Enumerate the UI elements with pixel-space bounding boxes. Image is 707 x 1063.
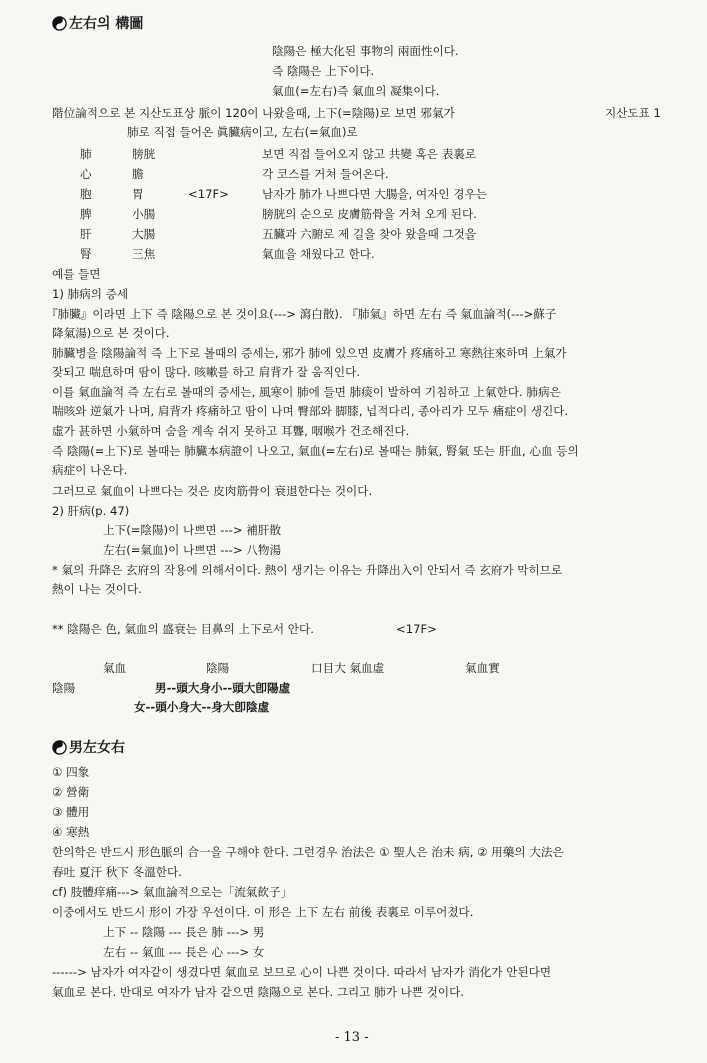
comparison-male: 男--頭大身小--頭大卽陽虛: [155, 681, 291, 695]
subheading-liver-disease: 2) 肝病(p. 47): [52, 504, 130, 518]
organ-cell: 大腸: [132, 227, 156, 241]
body-line: 이를 氣血論적 즉 左右로 볼때의 증세는, 風寒이 肺에 들면 肺痰이 발하여 기침하고 上氣한다. 肺病은: [52, 385, 561, 399]
numbered-item: ② 營衛: [52, 785, 90, 799]
body-line: 한의학은 반드시 形色脈의 合一을 구해야 한다. 그런경우 治法은 ① 聖人은 治未 病, ② 用藥의 大法은: [52, 845, 564, 859]
numbered-item: ① 四象: [52, 765, 90, 779]
note-line: 熱이 나는 것이다.: [52, 582, 142, 596]
organ-cell: 腎: [80, 247, 92, 261]
comparison-label: 氣血實: [465, 661, 500, 675]
organ-cell: 肺: [80, 147, 92, 161]
organ-cell: 脾: [80, 207, 92, 221]
comparison-label: 氣血: [103, 661, 127, 675]
comparison-label: 陰陽: [52, 681, 76, 695]
body-line: 즉 陰陽(=上下)로 볼때는 肺臟本病證이 나오고, 氣血(=左右)로 볼때는 肺氣, 腎氣 또는 肝血, 心血 등의: [52, 444, 579, 458]
body-line: 氣血로 본다. 반대로 여자가 남자 같으면 陰陽으로 본다. 그리고 肺가 나쁜 것이다.: [52, 985, 464, 999]
prescription-line: 上下(=陰陽)이 나쁘면 ---> 補肝散: [103, 523, 282, 537]
numbered-item: ③ 體用: [52, 805, 90, 819]
organ-cell: 膀胱: [132, 147, 156, 161]
page-ref: <17F>: [396, 622, 437, 636]
organ-cell: 膽: [132, 167, 144, 181]
body-line: 이중에서도 반드시 形이 가장 우선이다. 이 形은 上下 左右 前後 表裏로 이루어졌다.: [52, 905, 474, 919]
organ-note: 五臟과 六腑로 제 길을 찾아 왔을때 그것을: [262, 227, 477, 241]
page-ref: <17F>: [188, 187, 229, 201]
taeguk-icon: [52, 740, 67, 755]
numbered-item: ④ 寒熱: [52, 825, 90, 839]
organ-cell: 胃: [132, 187, 144, 201]
prescription-line: 左右(=氣血)이 나쁘면 ---> 八物湯: [103, 543, 282, 557]
body-line: 虛가 甚하면 小氣하며 숨을 계속 쉬지 못하고 耳聾, 咽喉가 건조해진다.: [52, 424, 410, 438]
chart-reference: 지산도표 1: [605, 106, 661, 120]
definition-line: 氣血(=左右)즉 氣血의 凝集이다.: [272, 84, 440, 98]
note-line: ** 陰陽은 色, 氣血의 盛衰는 目鼻의 上下로서 안다.: [52, 622, 314, 636]
comparison-label: 口目大 氣血虛: [311, 661, 385, 675]
intro-line: 階位論적으로 본 지산도표상 脈이 120이 나왔을때, 上下(=陰陽)로 보면 邪氣가: [52, 106, 455, 120]
subheading-lung-disease: 1) 肺病의 증세: [52, 287, 129, 301]
relation-line: 上下 -- 陰陽 --- 長은 肺 ---> 男: [103, 925, 265, 939]
organ-note: 남자가 肺가 나쁘다면 大腸을, 여자인 경우는: [262, 187, 487, 201]
body-line: 春吐 夏汗 秋下 冬溫한다.: [52, 865, 182, 879]
body-line: 病症이 나온다.: [52, 463, 128, 477]
body-line: 『肺臟』이라면 上下 즉 陰陽으로 본 것이요(---> 瀉白散). 『肺氣』하면 左右 즉 氣血論적(--->蘇子: [46, 307, 557, 321]
organ-note: 각 코스를 거쳐 들어온다.: [262, 167, 389, 181]
body-line: 예를 들면: [52, 267, 101, 281]
organ-cell: 心: [80, 167, 92, 181]
body-line: 그러므로 氣血이 나쁘다는 것은 皮肉筋骨이 衰退한다는 것이다.: [52, 484, 373, 498]
organ-note: 氣血을 채웠다고 한다.: [262, 247, 375, 261]
section-heading-male-left-female-right: 男左女右: [52, 740, 125, 757]
organ-cell: 胞: [80, 187, 92, 201]
taeguk-icon: [52, 16, 67, 31]
organ-note: 보면 직접 들어오지 않고 共變 혹은 表裏로: [262, 147, 477, 161]
organ-note: 膀胱의 순으로 皮膚筋骨을 거쳐 오게 된다.: [262, 207, 477, 221]
page-number: - 13 -: [335, 1030, 369, 1045]
organ-cell: 三焦: [132, 247, 156, 261]
intro-line: 肺로 직접 들어온 眞臟病이고, 左右(=氣血)로: [127, 125, 358, 139]
section-heading-left-right: 左右의 構圖: [52, 16, 143, 33]
body-line: cf) 肢體痒痛---> 氣血論적으로는「流氣飮子」: [52, 885, 293, 899]
body-line: 降氣湯)으로 본 것이다.: [52, 326, 170, 340]
definition-line: 즉 陰陽은 上下이다.: [272, 64, 375, 78]
body-line: 喘咳와 逆氣가 나며, 肩背가 疼痛하고 땀이 나며 臀部와 脚膝, 넙적다리, 종아리가 모두 痛症이 생긴다.: [52, 404, 569, 418]
body-line: ------> 남자가 여자같이 생겼다면 氣血로 보므로 心이 나쁜 것이다. 따라서 남자가 消化가 안된다면: [52, 965, 552, 979]
body-line: 肺臟병을 陰陽論적 즉 上下로 볼때의 증세는, 邪가 肺에 있으면 皮膚가 疼痛하고 寒熱往來하며 上氣가: [52, 346, 567, 360]
organ-cell: 肝: [80, 227, 92, 241]
organ-cell: 小腸: [132, 207, 156, 221]
relation-line: 左右 -- 氣血 --- 長은 心 ---> 女: [103, 945, 265, 959]
body-line: 잦되고 喘息하며 땀이 많다. 咳嗽를 하고 肩背가 잘 움직인다.: [52, 365, 361, 379]
comparison-label: 陰陽: [206, 661, 230, 675]
note-line: * 氣의 升降은 玄府의 작용에 의해서이다. 熱이 생기는 이유는 升降出入이 안되서 즉 玄府가 막히므로: [52, 563, 563, 577]
definition-line: 陰陽은 極大化된 事物의 兩面性이다.: [272, 44, 459, 58]
comparison-female: 女--頭小身大--身大卽陰虛: [134, 700, 270, 714]
